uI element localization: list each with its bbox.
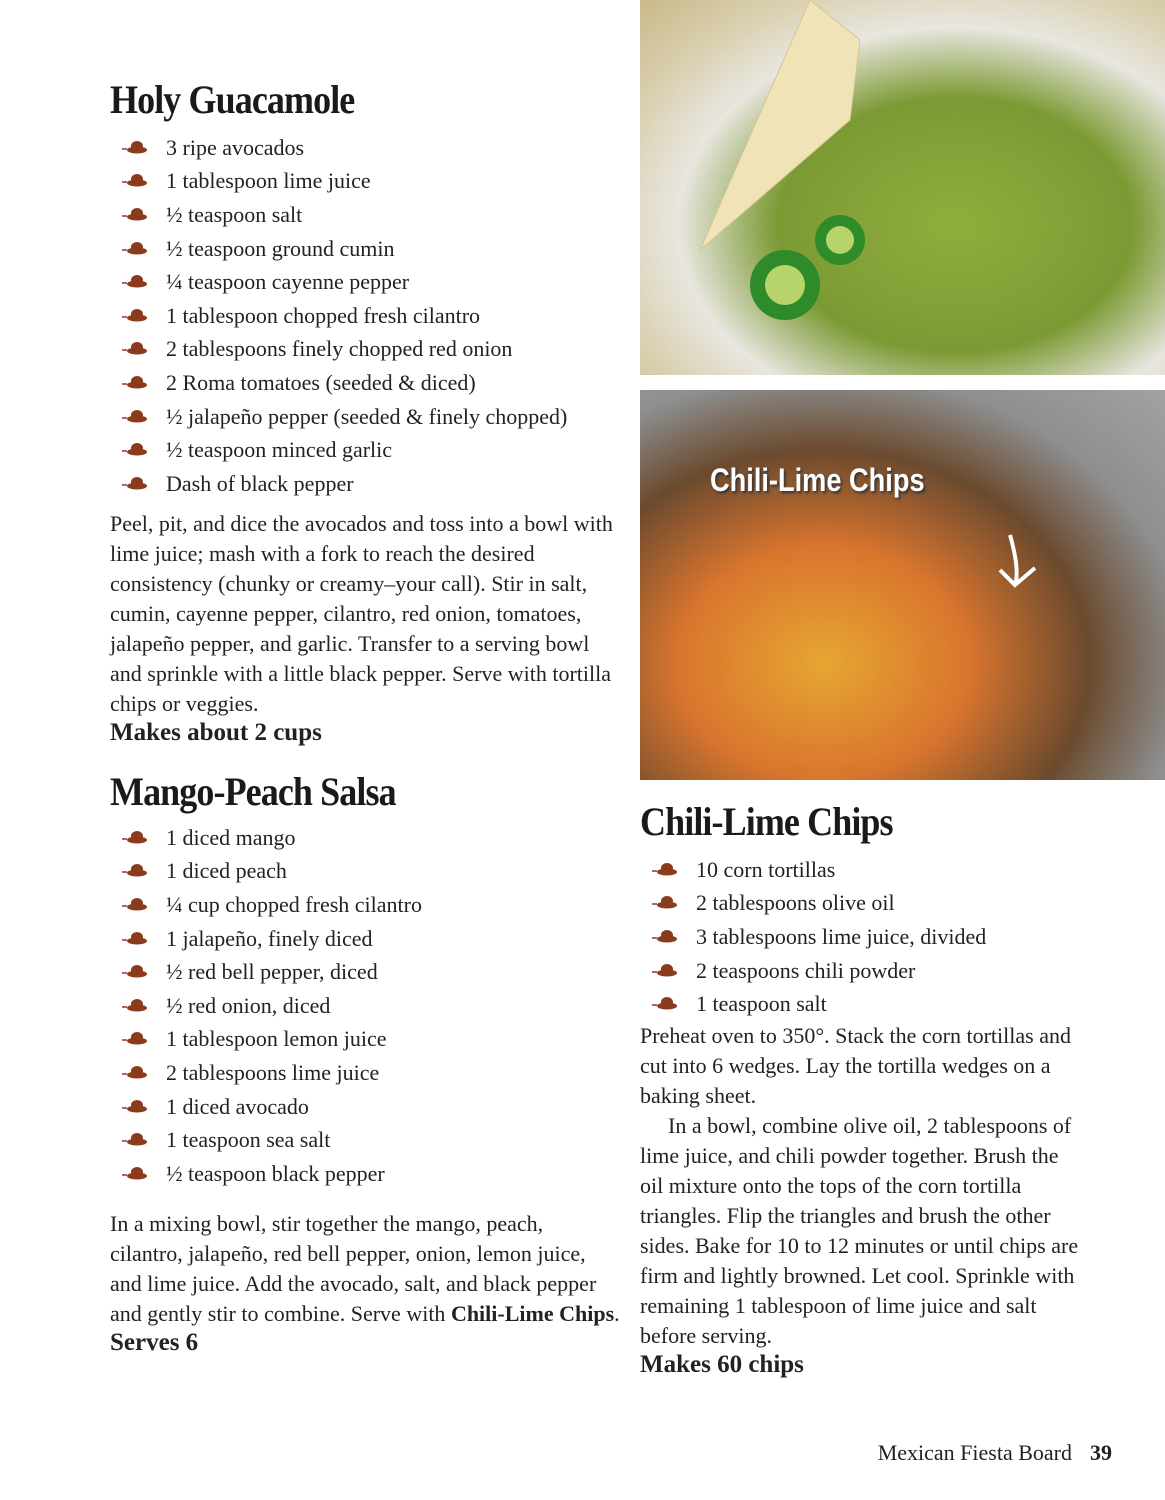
- directions-1: Preheat oven to 350°. Stack the corn tortillas and cut into 6 wedges. Lay the tortilla wedges on a baking sheet.: [640, 1022, 1071, 1108]
- photo-label: Chili-Lime Chips: [710, 462, 925, 498]
- ingredient-item: [640, 853, 1080, 887]
- ingredient-item: [110, 821, 620, 855]
- yield: Makes about 2 cups: [110, 718, 322, 746]
- directions-text: In a mixing bowl, stir together the mango, peach, cilantro, jalapeño, red bell pepper, onion, lemon juice, and lime juice. Add the avocado, salt, and black pepper and gently stir to combine. Serve with: [110, 1210, 597, 1326]
- ingredient-item: [110, 232, 620, 266]
- ingredient-item: [110, 198, 620, 232]
- ingredient-text: 1 tablespoon lemon juice: [166, 1026, 387, 1052]
- recipe-reference: Chili-Lime Chips: [450, 1300, 615, 1326]
- sombrero-bullet-icon: [652, 996, 678, 1012]
- ingredient-text: 10 corn tortillas: [696, 856, 836, 882]
- sombrero-bullet-icon: [652, 963, 678, 979]
- ingredient-item: [110, 433, 620, 467]
- sombrero-bullet-icon: [122, 931, 148, 947]
- ingredient-item: [110, 299, 620, 333]
- ingredient-list: [110, 131, 620, 501]
- ingredient-text: ½ teaspoon salt: [166, 201, 303, 227]
- page-footer: [878, 1440, 1112, 1466]
- ingredient-text: Dash of black pepper: [166, 470, 354, 496]
- arrow-icon: [990, 530, 1110, 590]
- ingredient-item: [640, 920, 1080, 954]
- ingredient-item: [110, 1157, 620, 1191]
- directions-2: In a bowl, combine olive oil, 2 tablespoons of lime juice, and chili powder together. Brush the oil mixture onto the tops of the corn tortilla triangles. Flip the triangles and brush the other sides. Bake for 10 to 12 minutes or until chips are firm and lightly browned. Let cool. Sprinkle with remaining 1 tablespoon of lime juice and salt before serving.: [640, 1112, 1079, 1348]
- sombrero-bullet-icon: [122, 409, 148, 425]
- ingredient-item: [110, 989, 620, 1023]
- ingredient-item: [110, 333, 620, 367]
- ingredient-item: [640, 987, 1080, 1021]
- ingredient-text: 3 ripe avocados: [166, 134, 305, 160]
- sombrero-bullet-icon: [122, 173, 148, 189]
- ingredient-text: ¼ teaspoon cayenne pepper: [166, 269, 410, 295]
- ingredient-text: 1 teaspoon sea salt: [166, 1127, 331, 1153]
- ingredient-item: [110, 888, 620, 922]
- ingredient-text: 1 teaspoon salt: [696, 991, 827, 1017]
- sombrero-bullet-icon: [122, 1099, 148, 1115]
- ingredient-item: [110, 265, 620, 299]
- ingredient-text: ½ teaspoon minced garlic: [166, 437, 393, 463]
- ingredient-item: [110, 165, 620, 199]
- ingredient-item: [110, 400, 620, 434]
- ingredient-text: ½ teaspoon ground cumin: [166, 235, 395, 261]
- sombrero-bullet-icon: [652, 895, 678, 911]
- ingredient-item: [640, 954, 1080, 988]
- ingredient-text: 1 jalapeño, finely diced: [166, 925, 373, 951]
- recipe-title: Holy Guacamole: [110, 77, 355, 122]
- recipe-title: Mango-Peach Salsa: [110, 769, 396, 814]
- ingredient-item: [110, 131, 620, 165]
- section-name: Mexican Fiesta Board: [877, 1440, 1072, 1465]
- ingredient-text: ½ jalapeño pepper (seeded & finely chopped): [166, 403, 568, 429]
- sombrero-bullet-icon: [122, 274, 148, 290]
- sombrero-bullet-icon: [122, 1166, 148, 1182]
- sombrero-bullet-icon: [122, 375, 148, 391]
- ingredient-item: [110, 1023, 620, 1057]
- ingredient-text: 2 teaspoons chili powder: [696, 957, 916, 983]
- yield: Makes 60 chips: [640, 1350, 804, 1378]
- guacamole-recipe: [110, 76, 620, 747]
- ingredient-text: 1 tablespoon chopped fresh cilantro: [166, 302, 481, 328]
- ingredient-text: 3 tablespoons lime juice, divided: [696, 923, 987, 949]
- sombrero-bullet-icon: [122, 341, 148, 357]
- ingredient-item: [110, 467, 620, 501]
- recipe-title: Chili-Lime Chips: [640, 799, 893, 844]
- ingredient-text: 1 diced avocado: [166, 1093, 309, 1119]
- ingredient-text: ¼ cup chopped fresh cilantro: [166, 891, 422, 917]
- directions: [110, 1209, 620, 1329]
- salsa-and-chips-photo: [640, 390, 1165, 780]
- chips-recipe: [640, 798, 1080, 1379]
- ingredient-text: 2 tablespoons lime juice: [166, 1059, 380, 1085]
- sombrero-bullet-icon: [122, 140, 148, 156]
- sombrero-bullet-icon: [652, 862, 678, 878]
- directions-end: .: [614, 1300, 620, 1326]
- sombrero-bullet-icon: [122, 1065, 148, 1081]
- ingredient-text: 2 tablespoons finely chopped red onion: [166, 336, 513, 362]
- yield: Serves 6: [110, 1328, 199, 1356]
- page-number: 39: [1090, 1440, 1112, 1465]
- ingredient-text: ½ red bell pepper, diced: [166, 959, 378, 985]
- sombrero-bullet-icon: [122, 1132, 148, 1148]
- guacamole-photo: [640, 0, 1165, 375]
- ingredient-item: [110, 922, 620, 956]
- sombrero-bullet-icon: [122, 863, 148, 879]
- ingredient-list: [640, 853, 1080, 1021]
- ingredient-item: [110, 1090, 620, 1124]
- sombrero-bullet-icon: [652, 929, 678, 945]
- sombrero-bullet-icon: [122, 998, 148, 1014]
- ingredient-text: 1 diced peach: [166, 858, 287, 884]
- directions: Peel, pit, and dice the avocados and toss into a bowl with lime juice; mash with a fork to reach the desired consistency (chunky or creamy–your call). Stir in salt, cumin, cayenne pepper, cilantro, red onion, tomatoes, jalapeño pepper, and garlic. Transfer to a serving bowl and sprinkle with a little black pepper. Serve with tortilla chips or veggies.: [110, 510, 613, 716]
- sombrero-bullet-icon: [122, 830, 148, 846]
- sombrero-bullet-icon: [122, 897, 148, 913]
- ingredient-text: ½ red onion, diced: [166, 992, 331, 1018]
- sombrero-bullet-icon: [122, 207, 148, 223]
- jalapeno-slices-image: [745, 210, 865, 330]
- ingredient-text: 1 diced mango: [166, 824, 296, 850]
- ingredient-item: [110, 366, 620, 400]
- ingredient-item: [640, 887, 1080, 921]
- sombrero-bullet-icon: [122, 241, 148, 257]
- salsa-recipe: [110, 768, 620, 1357]
- ingredient-text: ½ teaspoon black pepper: [166, 1160, 385, 1186]
- sombrero-bullet-icon: [122, 442, 148, 458]
- sombrero-bullet-icon: [122, 308, 148, 324]
- sombrero-bullet-icon: [122, 964, 148, 980]
- ingredient-item: [110, 855, 620, 889]
- sombrero-bullet-icon: [122, 476, 148, 492]
- ingredient-text: 2 Roma tomatoes (seeded & diced): [166, 369, 476, 395]
- ingredient-list: [110, 821, 620, 1191]
- ingredient-text: 2 tablespoons olive oil: [696, 890, 895, 916]
- sombrero-bullet-icon: [122, 1031, 148, 1047]
- ingredient-item: [110, 955, 620, 989]
- ingredient-item: [110, 1123, 620, 1157]
- ingredient-text: 1 tablespoon lime juice: [166, 168, 371, 194]
- ingredient-item: [110, 1056, 620, 1090]
